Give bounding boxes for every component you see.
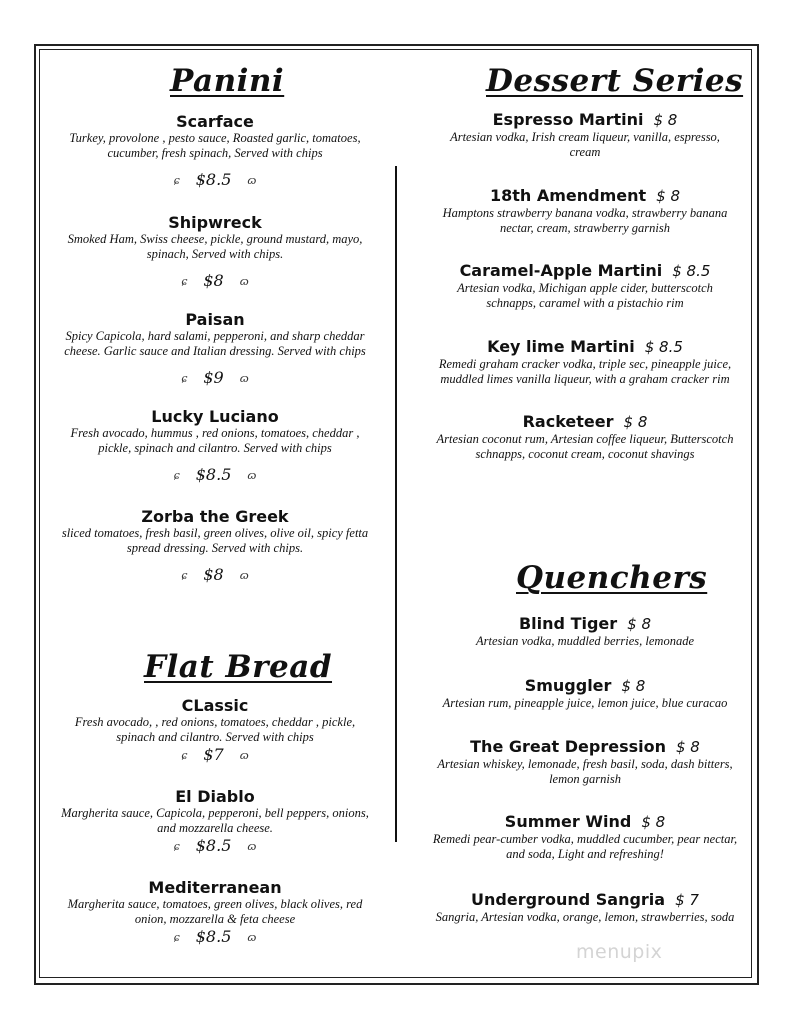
price-row: [50, 171, 380, 190]
item-description: Sangria, Artesian vodka, orange, lemon, strawberries, soda: [435, 910, 735, 924]
item-title: Espresso Martini: [492, 110, 644, 129]
item-description: Artesian rum, pineapple juice, lemon juice, blue curacao: [442, 696, 728, 710]
item-title: 18th Amendment: [489, 186, 647, 205]
item-price: $8.5: [195, 836, 232, 855]
menu-item-scarface: [50, 112, 380, 190]
item-price: $ 8: [621, 677, 646, 695]
price-row: [50, 272, 380, 291]
flourish-left-icon: ɕ: [181, 748, 188, 762]
item-price: $8: [203, 565, 224, 584]
dessert-series-heading: Dessert Series: [486, 63, 744, 99]
item-description: Spicy Capicola, hard salami, pepperoni, and sharp cheddar cheese. Garlic sauce and Italian dressing. Served with chips: [64, 329, 366, 358]
item-description: Fresh avocado, , red onions, tomatoes, cheddar , pickle, spinach and cilantro. Served with chips: [74, 715, 356, 744]
flourish-right-icon: ɷ: [247, 173, 257, 187]
price-row: [50, 746, 380, 765]
item-name: Zorba the Greek: [141, 507, 289, 526]
item-description: Artesian whiskey, lemonade, fresh basil, soda, dash bitters, lemon garnish: [437, 757, 733, 786]
item-price: $ 8: [676, 738, 700, 756]
menu-item-summer-wind: [420, 812, 750, 862]
flourish-right-icon: ɷ: [239, 748, 249, 762]
menu-item-smuggler: [420, 676, 750, 711]
flourish-right-icon: ɷ: [247, 930, 257, 944]
item-description: Turkey, provolone , pesto sauce, Roasted garlic, tomatoes, cucumber, fresh spinach, Served with chips: [69, 131, 361, 160]
menu-item-el-diablo: [50, 787, 380, 856]
flat-bread-heading: Flat Bread: [144, 649, 333, 685]
item-name: El Diablo: [175, 787, 255, 806]
item-description: Remedi graham cracker vodka, triple sec, pineapple juice, muddled limes vanilla liqueur, with a graham cracker rim: [438, 357, 732, 386]
item-description: Margherita sauce, tomatoes, green olives, black olives, red onion, mozzarella & feta cheese: [67, 897, 363, 926]
menu-item-key-lime-martini: [420, 337, 750, 387]
item-price: $7: [203, 745, 224, 764]
flourish-right-icon: ɷ: [247, 839, 257, 853]
column-divider: [395, 166, 397, 842]
panini-heading: Panini: [170, 63, 285, 99]
item-description: Artesian coconut rum, Artesian coffee liqueur, Butterscotch schnapps, coconut cream, coconut shavings: [436, 432, 734, 461]
item-description: Margherita sauce, Capicola, pepperoni, bell peppers, onions, and mozzarella cheese.: [61, 806, 369, 835]
item-name: CLassic: [181, 696, 249, 715]
item-description: Artesian vodka, Irish cream liqueur, vanilla, espresso, cream: [450, 130, 720, 159]
item-price: $ 8: [627, 615, 652, 633]
item-title: Smuggler: [524, 676, 612, 695]
item-price: $ 8: [656, 187, 681, 205]
item-title: Key lime Martini: [487, 337, 635, 356]
item-price: $8.5: [195, 927, 232, 946]
item-name: [420, 337, 750, 357]
item-name: [420, 676, 750, 696]
flourish-left-icon: ɕ: [181, 274, 188, 288]
flourish-left-icon: ɕ: [173, 173, 180, 187]
item-name: Mediterranean: [148, 878, 282, 897]
price-row: [50, 369, 380, 388]
price-row: [50, 928, 380, 947]
menu-item-blind-tiger: [420, 614, 750, 649]
item-price: $ 8: [653, 111, 678, 129]
item-name: Paisan: [185, 310, 245, 329]
menu-item-18th-amendment: [420, 186, 750, 236]
item-name: Shipwreck: [168, 213, 262, 232]
item-title: Racketeer: [522, 412, 614, 431]
item-description: Fresh avocado, hummus , red onions, tomatoes, cheddar , pickle, spinach and cilantro. Served with chips: [70, 426, 360, 455]
item-name: [420, 737, 750, 757]
item-name: [420, 412, 750, 432]
item-price: $ 8.5: [672, 262, 711, 280]
item-description: Artesian vodka, muddled berries, lemonade: [475, 634, 694, 648]
item-title: Summer Wind: [504, 812, 632, 831]
menu-item-underground-sangria: [420, 890, 750, 925]
flourish-left-icon: ɕ: [173, 468, 180, 482]
flourish-left-icon: ɕ: [181, 568, 188, 582]
price-row: [50, 566, 380, 585]
right-column: [420, 0, 750, 1024]
item-price: $8.5: [195, 170, 232, 189]
flourish-left-icon: ɕ: [173, 930, 180, 944]
item-description: Artesian vodka, Michigan apple cider, butterscotch schnapps, caramel with a pistachio rim: [457, 281, 713, 310]
left-column: [50, 0, 380, 1024]
item-price: $ 8: [641, 813, 666, 831]
flourish-right-icon: ɷ: [239, 568, 249, 582]
item-name: Lucky Luciano: [151, 407, 279, 426]
menu-item-shipwreck: [50, 213, 380, 291]
item-description: sliced tomatoes, fresh basil, green olives, olive oil, spicy fetta spread dressing. Served with chips.: [61, 526, 369, 555]
item-price: $9: [203, 368, 224, 387]
menu-item-zorba-the-greek: [50, 507, 380, 585]
item-title: Underground Sangria: [471, 890, 666, 909]
flourish-left-icon: ɕ: [173, 839, 180, 853]
item-description: Smoked Ham, Swiss cheese, pickle, ground mustard, mayo, spinach, Served with chips.: [67, 232, 363, 261]
menu-item-classic: [50, 696, 380, 765]
item-name: [420, 110, 750, 130]
menupix-watermark: menupix: [576, 941, 663, 963]
menu-item-racketeer: [420, 412, 750, 462]
menu-item-caramel-apple-martini: [420, 261, 750, 311]
item-price: $8.5: [195, 465, 232, 484]
menu-item-espresso-martini: [420, 110, 750, 160]
quenchers-heading: Quenchers: [516, 560, 708, 596]
item-name: [420, 614, 750, 634]
item-name: [420, 890, 750, 910]
menu-item-the-great-depression: [420, 737, 750, 787]
flourish-right-icon: ɷ: [239, 274, 249, 288]
item-title: Caramel-Apple Martini: [459, 261, 663, 280]
item-name: Scarface: [176, 112, 254, 131]
item-price: $8: [203, 271, 224, 290]
item-price: $ 7: [675, 891, 699, 909]
item-name: [420, 186, 750, 206]
menu-item-lucky-luciano: [50, 407, 380, 485]
item-price: $ 8.5: [644, 338, 683, 356]
item-price: $ 8: [623, 413, 648, 431]
item-title: Blind Tiger: [518, 614, 618, 633]
item-name: [420, 812, 750, 832]
item-name: [420, 261, 750, 281]
item-description: Hamptons strawberry banana vodka, strawberry banana nectar, cream, strawberry garnish: [442, 206, 728, 235]
price-row: [50, 837, 380, 856]
menu-item-paisan: [50, 310, 380, 388]
menu-item-mediterranean: [50, 878, 380, 947]
item-description: Remedi pear-cumber vodka, muddled cucumber, pear nectar, and soda, Light and refreshing!: [432, 832, 738, 861]
price-row: [50, 466, 380, 485]
flourish-right-icon: ɷ: [239, 371, 249, 385]
flourish-right-icon: ɷ: [247, 468, 257, 482]
flourish-left-icon: ɕ: [181, 371, 188, 385]
item-title: The Great Depression: [470, 737, 666, 756]
